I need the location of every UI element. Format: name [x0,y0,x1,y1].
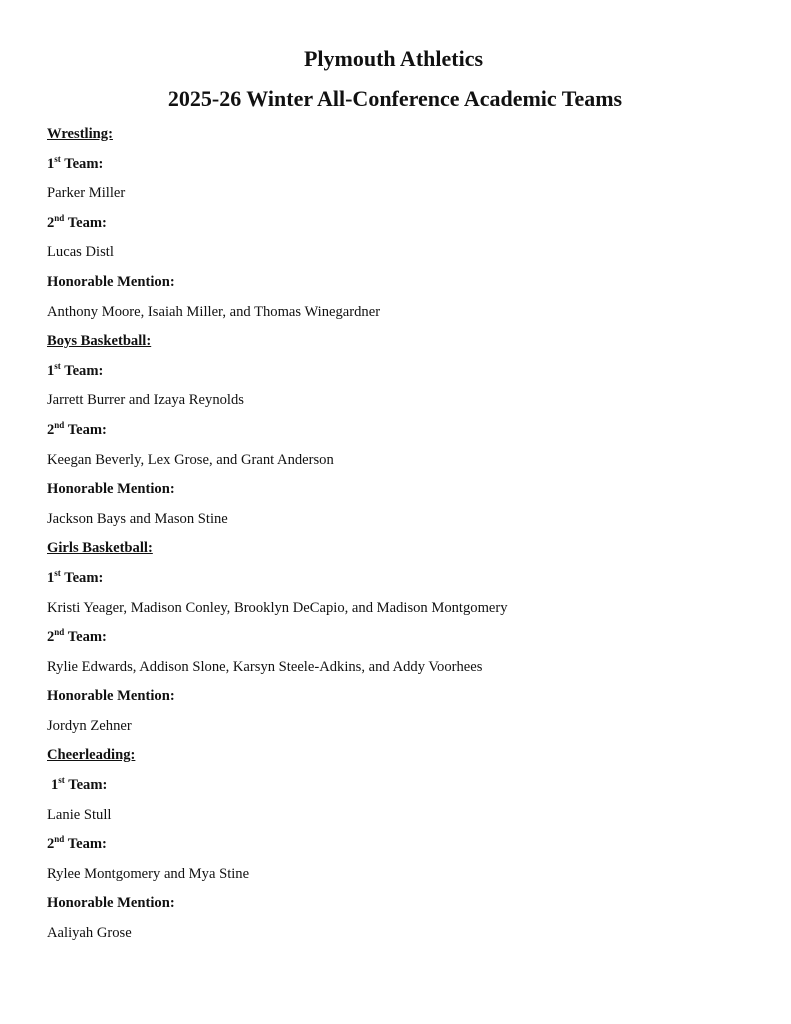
team-ordinal-number: 1 [47,155,55,172]
team-members: Jordyn Zehner [47,717,132,734]
team-ordinal-suffix: nd [54,834,65,845]
team-heading [47,775,767,805]
sport-section [47,745,767,952]
team-members: Lucas Distl [47,244,114,261]
team-heading [47,834,767,864]
team-members: Rylee Montgomery and Mya Stine [47,865,250,882]
team-heading [47,686,767,716]
sport-section [47,538,767,745]
team-ordinal-number: 2 [47,214,55,231]
sport-section [47,331,767,538]
team-label: Team: [67,629,107,646]
team-heading [47,361,767,391]
team-ordinal-suffix: nd [54,212,65,223]
team-ordinal-suffix: st [54,360,61,371]
team-label: Honorable Mention: [47,481,175,498]
team-heading [47,568,767,598]
team-label: Team: [67,421,107,438]
team-label: Team: [67,836,107,853]
sport-heading: Cheerleading: [47,747,136,764]
team-ordinal-suffix: st [58,775,65,786]
team-ordinal-number: 2 [47,629,55,646]
team-members: Anthony Moore, Isaiah Miller, and Thomas Winegardner [47,303,381,320]
sport-heading: Wrestling: [47,126,113,142]
team-heading [47,213,767,243]
team-label: Team: [68,777,108,794]
team-heading [47,420,767,450]
team-ordinal-suffix: st [54,567,61,578]
team-label: Honorable Mention: [47,273,175,290]
team-members: Kristi Yeager, Madison Conley, Brooklyn DeCapio, and Madison Montgomery [47,599,508,616]
sport-section [47,124,767,331]
team-heading [47,627,767,657]
team-ordinal-number: 1 [47,362,55,379]
team-heading [47,272,767,302]
team-heading [47,893,767,923]
team-ordinal-number: 1 [47,569,55,586]
sport-heading: Boys Basketball: [47,333,152,350]
team-label: Team: [64,155,104,172]
team-members: Parker Miller [47,185,126,202]
team-label: Team: [64,362,104,379]
team-members: Aaliyah Grose [47,925,132,942]
team-label: Team: [64,569,104,586]
team-ordinal-suffix: nd [54,419,65,430]
teams-list [47,124,767,953]
team-heading [47,154,767,184]
team-members: Jarrett Burrer and Izaya Reynolds [47,392,244,409]
document-title: Plymouth Athletics [303,46,484,71]
team-ordinal-suffix: nd [54,627,65,638]
team-heading [47,479,767,509]
sport-heading: Girls Basketball: [47,540,153,557]
team-members: Lanie Stull [47,806,112,823]
team-members: Keegan Beverly, Lex Grose, and Grant Anderson [47,451,334,468]
team-ordinal-number: 2 [47,421,55,438]
team-ordinal-number: 2 [47,836,55,853]
team-members: Rylie Edwards, Addison Slone, Karsyn Steele-Adkins, and Addy Voorhees [47,658,483,675]
document-subtitle: 2025-26 Winter All-Conference Academic Teams [167,86,623,111]
team-label: Honorable Mention: [47,688,175,705]
team-label: Team: [67,214,107,231]
team-label: Honorable Mention: [47,895,175,912]
team-ordinal-number: 1 [51,777,59,794]
team-members: Jackson Bays and Mason Stine [47,510,228,527]
team-ordinal-suffix: st [54,153,61,164]
